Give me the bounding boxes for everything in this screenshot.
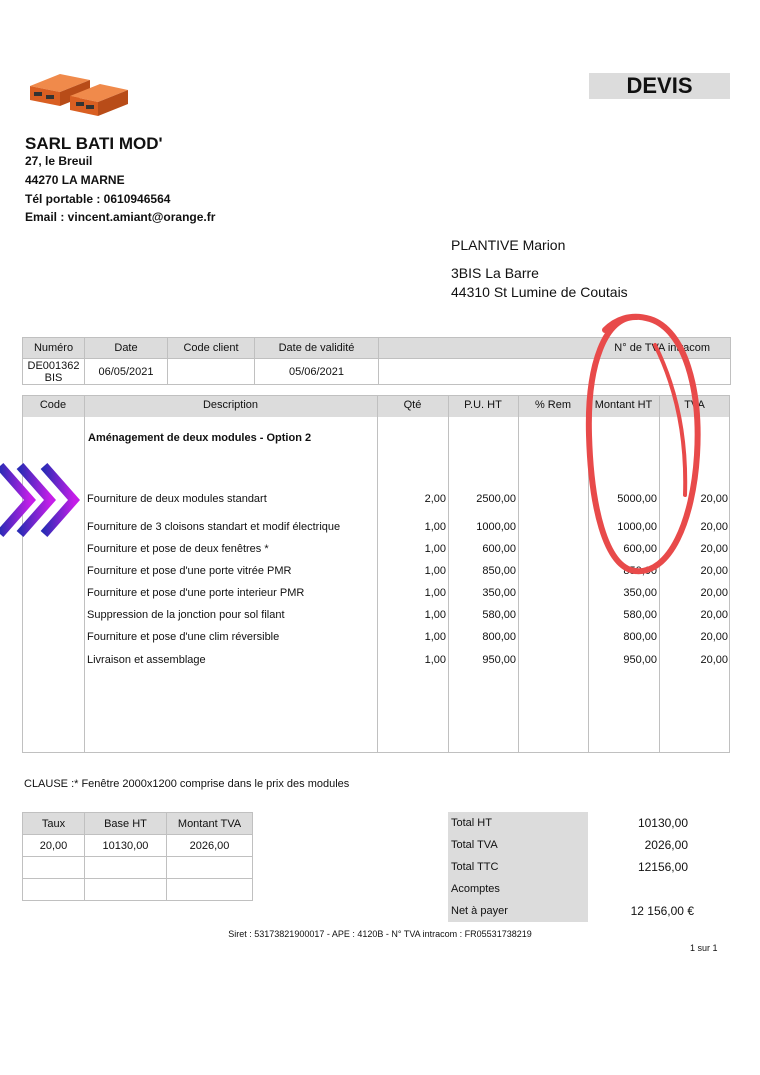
vat-amount: 2026,00 [167, 835, 253, 857]
header-vat-amount: Montant TVA [167, 813, 253, 835]
acomptes-label: Acomptes [448, 878, 588, 900]
line-description: Livraison et assemblage [87, 654, 206, 666]
line-description: Fourniture et pose d'une porte interieur PMR [87, 587, 305, 599]
total-ttc-value: 12156,00 [637, 860, 688, 874]
header-amount: Montant HT [594, 399, 653, 411]
line-qty: 1,00 [424, 587, 446, 599]
line-qty: 1,00 [424, 609, 446, 621]
line-unit-price: 800,00 [482, 631, 516, 643]
line-amount: 5000,00 [617, 493, 657, 505]
header-qty: Qté [403, 399, 422, 411]
line-unit-price: 600,00 [482, 543, 516, 555]
line-amount: 850,00 [623, 565, 657, 577]
line-unit-price: 950,00 [482, 654, 516, 666]
footer-legal: Siret : 53173821900017 - APE : 4120B - N° TVA intracom : FR05531738219 [228, 929, 532, 939]
vat-rate: 20,00 [23, 835, 85, 857]
net-label: Net à payer [448, 900, 588, 922]
company-phone: Tél portable : 0610946564 [25, 192, 171, 206]
header-code: Code [39, 399, 67, 411]
line-qty: 1,00 [424, 543, 446, 555]
line-vat: 20,00 [700, 521, 728, 533]
line-vat: 20,00 [700, 654, 728, 666]
vat-summary-table [22, 812, 253, 901]
line-description: Fourniture et pose de deux fenêtres * [87, 543, 269, 555]
line-description: Suppression de la jonction pour sol filant [87, 609, 285, 621]
line-qty: 1,00 [424, 521, 446, 533]
line-description: Fourniture de 3 cloisons standart et modif électrique [87, 521, 341, 533]
company-logo-icon [20, 70, 130, 116]
line-vat: 20,00 [700, 543, 728, 555]
line-amount: 1000,00 [617, 521, 657, 533]
line-amount: 950,00 [623, 654, 657, 666]
header-validity: Date de validité [255, 338, 379, 359]
quote-number-line2: BIS [44, 371, 63, 384]
line-vat: 20,00 [700, 609, 728, 621]
page-number: 1 sur 1 [690, 943, 718, 953]
line-amount: 580,00 [623, 609, 657, 621]
line-qty: 1,00 [424, 631, 446, 643]
validity-date: 05/06/2021 [255, 359, 379, 385]
company-address-line2: 44270 LA MARNE [25, 173, 125, 187]
line-qty: 1,00 [424, 654, 446, 666]
quote-number-line1: DE001362 [27, 359, 80, 372]
total-tva-label: Total TVA [448, 834, 588, 856]
line-vat: 20,00 [700, 587, 728, 599]
header-number: Numéro [23, 338, 85, 359]
line-amount: 600,00 [623, 543, 657, 555]
line-unit-price: 2500,00 [476, 493, 516, 505]
chevron-arrows-icon [0, 462, 90, 538]
total-ttc-label: Total TTC [448, 856, 588, 878]
client-name: PLANTIVE Marion [451, 237, 566, 253]
net-value: 12 156,00 € [630, 904, 694, 918]
line-description: Fourniture de deux modules standart [87, 493, 267, 505]
vat-base: 10130,00 [85, 835, 167, 857]
client-address-line2: 44310 St Lumine de Coutais [451, 284, 628, 300]
line-unit-price: 350,00 [482, 587, 516, 599]
quote-date: 06/05/2021 [85, 359, 168, 385]
quote-number [23, 359, 85, 385]
line-vat: 20,00 [700, 493, 728, 505]
line-unit-price: 1000,00 [476, 521, 516, 533]
header-description: Description [202, 399, 259, 411]
company-address-line1: 27, le Breuil [25, 154, 93, 168]
line-qty: 2,00 [424, 493, 446, 505]
section-title: Aménagement de deux modules - Option 2 [88, 432, 312, 444]
line-amount: 350,00 [623, 587, 657, 599]
client-address-line1: 3BIS La Barre [451, 265, 539, 281]
line-description: Fourniture et pose d'une porte vitrée PMR [87, 565, 292, 577]
header-client-code: Code client [168, 338, 255, 359]
total-ht-value: 10130,00 [637, 816, 688, 830]
company-email: Email : vincent.amiant@orange.fr [25, 210, 216, 224]
line-vat: 20,00 [700, 565, 728, 577]
red-circle-annotation [575, 305, 715, 580]
header-vat: TVA [684, 399, 705, 411]
document-title: DEVIS [589, 73, 730, 99]
header-base: Base HT [85, 813, 167, 835]
client-code [168, 359, 255, 385]
line-qty: 1,00 [424, 565, 446, 577]
total-ht-label: Total HT [448, 812, 588, 834]
line-unit-price: 850,00 [482, 565, 516, 577]
header-discount: % Rem [534, 399, 572, 411]
total-tva-value: 2026,00 [644, 838, 688, 852]
line-amount: 800,00 [623, 631, 657, 643]
header-date: Date [85, 338, 168, 359]
header-unit-price: P.U. HT [464, 399, 502, 411]
clause-note: CLAUSE :* Fenêtre 2000x1200 comprise dans le prix des modules [24, 778, 350, 790]
line-unit-price: 580,00 [482, 609, 516, 621]
header-rate: Taux [23, 813, 85, 835]
line-description: Fourniture et pose d'une clim réversible [87, 631, 280, 643]
company-name: SARL BATI MOD' [25, 134, 163, 153]
line-vat: 20,00 [700, 631, 728, 643]
header-vat-number: N° de TVA intracom [379, 338, 731, 359]
